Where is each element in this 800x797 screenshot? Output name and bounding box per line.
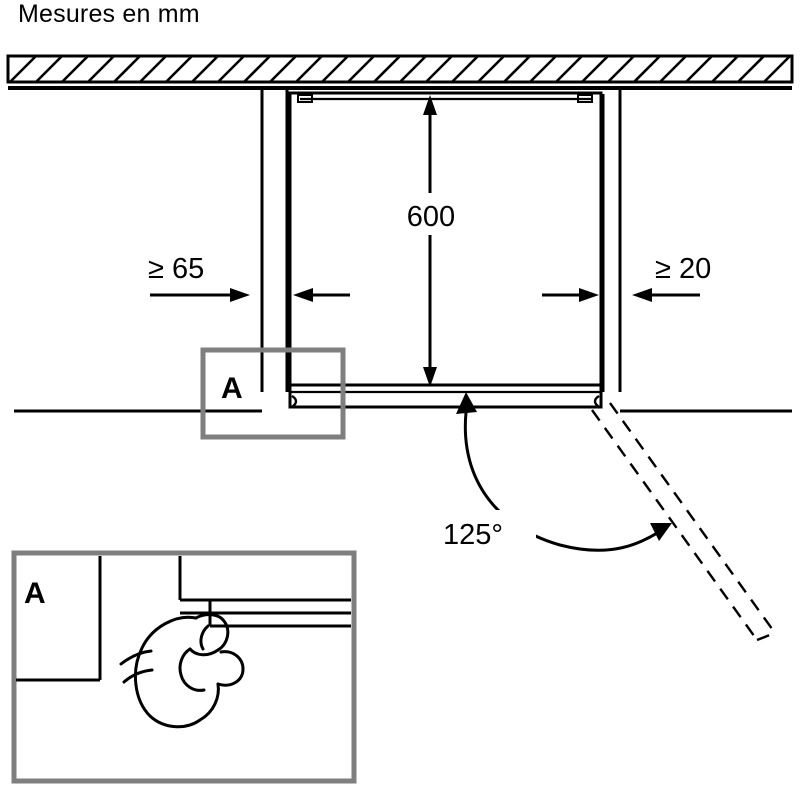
detail-callout-a-label: A [221, 372, 243, 405]
page-title: Mesures en mm [18, 0, 200, 28]
ceiling-hatching [8, 56, 792, 88]
appliance-door-closed [290, 385, 601, 407]
detail-view-a-label: A [24, 577, 46, 610]
detail-view-a [14, 553, 354, 781]
dimension-right-clearance-label: ≥ 20 [655, 253, 712, 285]
dimension-door-angle-label: 125° [443, 519, 503, 551]
dimension-right-clearance [632, 253, 711, 302]
dimension-600 [393, 95, 469, 387]
appliance-door-open-dashed [592, 403, 775, 640]
right-cabinet-wall [603, 88, 620, 392]
dimension-left-clearance [148, 253, 250, 302]
left-cabinet-wall [262, 88, 287, 392]
appliance-body [290, 93, 601, 385]
dimension-left-clearance-label: ≥ 65 [148, 253, 205, 285]
niche-width-arrows [293, 288, 599, 302]
dimension-600-label: 600 [406, 201, 456, 233]
hand-illustration [121, 615, 243, 727]
detail-callout-a[interactable] [203, 350, 343, 437]
